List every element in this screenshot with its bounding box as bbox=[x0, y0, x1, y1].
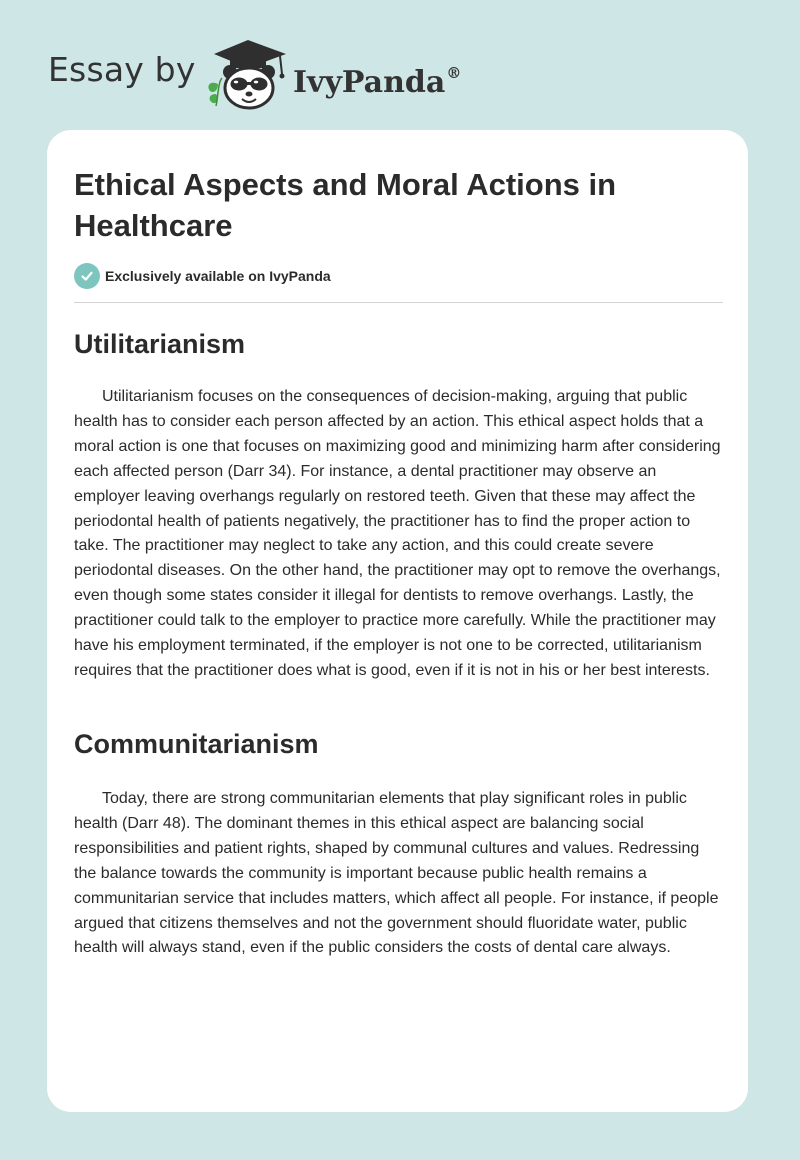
section-heading-communitarianism: Communitarianism bbox=[74, 729, 319, 759]
site-header bbox=[0, 0, 800, 130]
checkmark-icon bbox=[74, 263, 100, 289]
registered-mark: ® bbox=[446, 64, 462, 82]
section-body-utilitarianism: Utilitarianism focuses on the consequences of decision-making, arguing that public health has to consider each person affected by an action. This ethical aspect holds that a moral action is one that focuses on maximizing good and minimizing harm after considering each affected person (Darr 34). For instance, a dental practitioner may observe an employer leaving overhangs regularly on restored teeth. Given that these may affect the periodontal health of patients negatively, the practitioner has to find the proper action to take. The practitioner may neglect to take any action, and this could create severe periodontal diseases. On the other hand, the practitioner may opt to remove the overhangs, even though some states consider it illegal for dentists to remove overhangs. Lastly, the practitioner could talk to the employer to practice more carefully. While the practitioner may have his employment terminated, if the employer is not one to be corrected, utilitarianism requires that the practitioner does what is good, even if it is not in his or her best interests. bbox=[74, 388, 721, 679]
badge-label: Exclusively available on IvyPanda bbox=[105, 268, 331, 284]
essay-card bbox=[47, 130, 748, 1112]
brand-name-text: IvyPanda bbox=[293, 65, 446, 100]
brand-prefix: Essay by bbox=[48, 50, 196, 89]
divider bbox=[74, 302, 723, 303]
page-title: Ethical Aspects and Moral Actions in Healthcare bbox=[74, 167, 617, 243]
section-heading-utilitarianism: Utilitarianism bbox=[74, 329, 246, 359]
exclusive-badge bbox=[74, 263, 331, 289]
panda-mascot-icon[interactable] bbox=[200, 34, 292, 110]
ivy-leaf-icon bbox=[208, 78, 222, 106]
section-body-communitarianism: Today, there are strong communitarian elements that play significant roles in public health (Darr 48). The dominant themes in this ethical aspect are balancing social responsibilities and patient rights, shaped by communal cultures and values. Redressing the balance towards the community is important because public health remains a communitarian service that includes matters, which affect all people. For instance, if people argued that citizens themselves and not the government should fluoridate water, public health will always stand, even if the public considers the costs of dental care always. bbox=[74, 790, 719, 957]
brand-name[interactable] bbox=[293, 53, 461, 103]
